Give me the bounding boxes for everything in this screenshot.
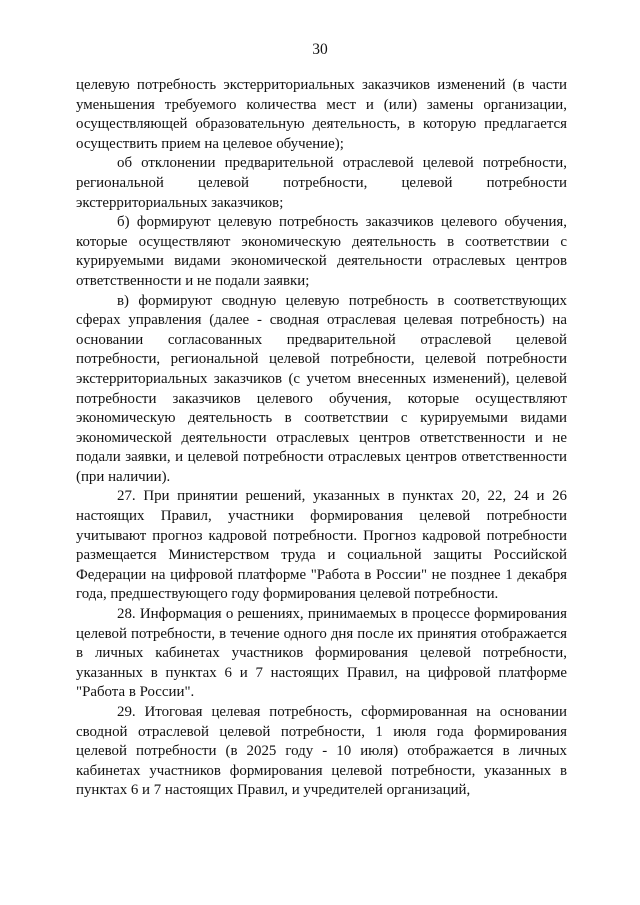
- paragraph-rejection: об отклонении предварительной отраслевой целевой потребности, региональной целевой потребности, целевой потребности экстерриториальных заказчиков;: [76, 155, 567, 211]
- paragraph-clause-28: 28. Информация о решениях, принимаемых в процессе формирования целевой потребности, в течение одного дня после их принятия отображается в личных кабинетах участников формирования целевой потребности, указанных в пунктах 6 и 7 настоящих Правил, на цифровой платформе "Работа в России".: [76, 606, 567, 701]
- document-body: [76, 76, 567, 801]
- paragraph-clause-27: 27. При принятии решений, указанных в пунктах 20, 22, 24 и 26 настоящих Правил, участники формирования целевой потребности учитывают прогноз кадровой потребности. Прогноз кадровой потребности размещается Министерством труда и социальной защиты Российской Федерации на цифровой платформе "Работа в России" не позднее 1 декабря года, предшествующего году формирования целевой потребности.: [76, 488, 567, 603]
- paragraph-item-b: б) формируют целевую потребность заказчиков целевого обучения, которые осуществляют экономическую деятельность в соответствии с курируемыми видами экономической деятельности отраслевых центров ответственности и не подали заявки;: [76, 214, 567, 289]
- page-number: 30: [312, 41, 328, 58]
- paragraph-continuation: целевую потребность экстерриториальных заказчиков изменений (в части уменьшения требуемого количества мест и (или) замены организации, осуществляющей образовательную деятельность, в которую предлагается осуществить прием на целевое обучение);: [76, 77, 567, 152]
- paragraph-item-v: в) формируют сводную целевую потребность в соответствующих сферах управления (далее - сводная отраслевая целевая потребность) на основании согласованных предварительной отраслевой целевой потребности, региональной целевой потребности, целевой потребности экстерриториальных заказчиков (с учетом внесенных изменений), целевой потребности заказчиков целевого обучения, которые осуществляют экономическую деятельность в соответствии с курируемыми видами экономической деятельности отраслевых центров ответственности и не подали заявки, и целевой потребности отраслевых центров ответственности (при наличии).: [76, 292, 567, 485]
- paragraph-clause-29: 29. Итоговая целевая потребность, сформированная на основании сводной отраслевой целевой потребности, 1 июля года формирования целевой потребности (в 2025 году - 10 июля) отображается в личных кабинетах участников формирования целевой потребности, указанных в пунктах 6 и 7 настоящих Правил, и учредителей организаций,: [76, 704, 567, 799]
